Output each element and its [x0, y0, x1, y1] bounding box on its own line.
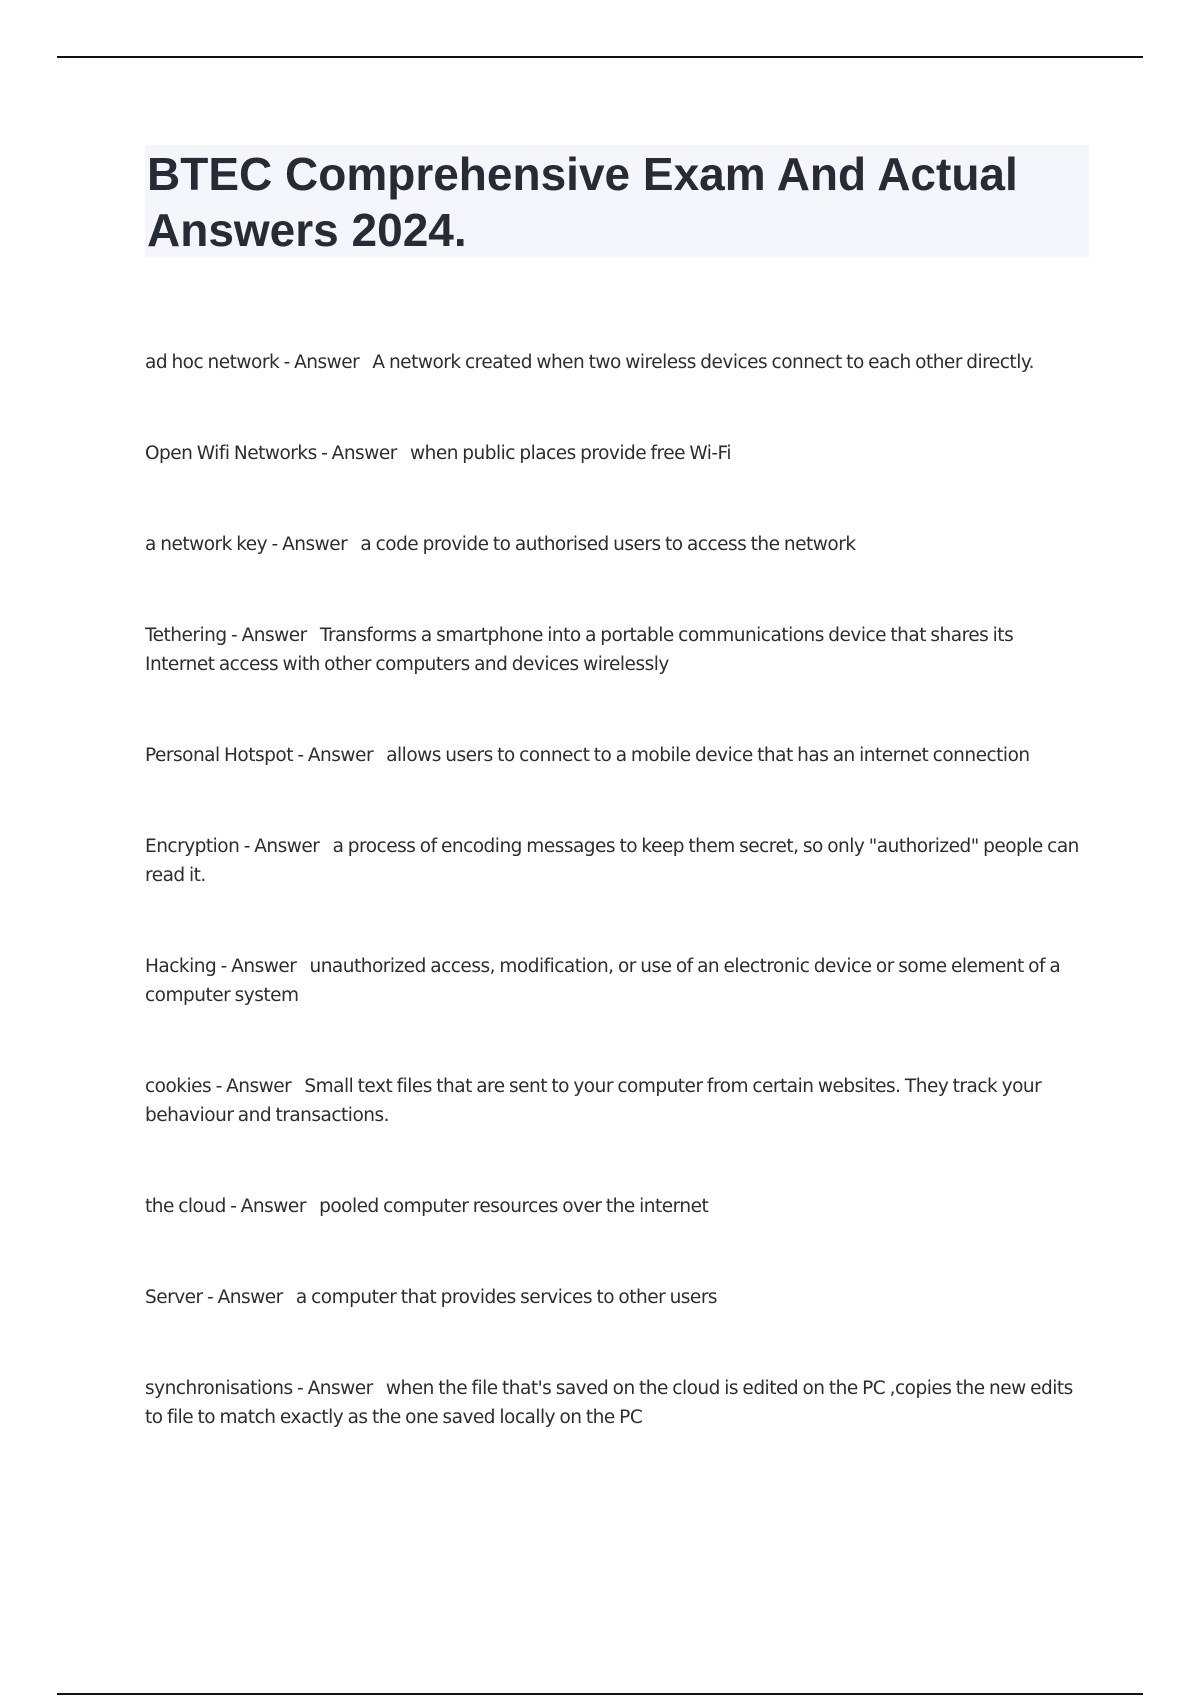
qa-answer-label: Answer	[294, 352, 360, 373]
qa-term: Open Wifi Networks	[145, 443, 317, 464]
qa-item: a network key - Answer a code provide to authorised users to access the network	[145, 534, 856, 555]
qa-item: cookies - Answer Small text files that are sent to your computer from certain websites. They track your behaviour and transactions.	[145, 1076, 1042, 1126]
qa-item: Hacking - Answer unauthorized access, modification, or use of an electronic device or some element of a computer system	[145, 956, 1061, 1006]
qa-answer-label: Answer	[231, 956, 297, 977]
qa-term: Hacking	[145, 956, 217, 977]
qa-answer-label: Answer	[331, 443, 397, 464]
qa-answer: Small text files that are sent to your computer from certain websites. They track your behaviour and transactions.	[145, 1076, 1042, 1126]
qa-answer-label: Answer	[217, 1287, 283, 1308]
qa-answer-label: Answer	[240, 1196, 306, 1217]
qa-term: a network key	[145, 534, 268, 555]
qa-answer-label: Answer	[226, 1076, 292, 1097]
qa-term: the cloud	[145, 1196, 226, 1217]
qa-list	[145, 348, 1085, 1432]
qa-item: Open Wifi Networks - Answer when public places provide free Wi-Fi	[145, 443, 731, 464]
qa-answer-label: Answer	[241, 625, 307, 646]
qa-term: ad hoc network	[145, 352, 280, 373]
qa-answer: a computer that provides services to other users	[295, 1287, 718, 1308]
qa-item: Tethering - Answer Transforms a smartphone into a portable communications device that shares its Internet access with other computers and devices wirelessly	[145, 625, 1014, 675]
qa-item: synchronisations - Answer when the file that's saved on the cloud is edited on the PC ,copies the new edits to file to match exactly as the one saved locally on the PC	[145, 1378, 1073, 1428]
qa-term: cookies	[145, 1076, 212, 1097]
qa-answer: allows users to connect to a mobile device that has an internet connection	[386, 745, 1030, 766]
qa-item: Encryption - Answer a process of encoding messages to keep them secret, so only "authorized" people can read it.	[145, 836, 1079, 886]
qa-answer-label: Answer	[282, 534, 348, 555]
qa-term: Personal Hotspot	[145, 745, 293, 766]
qa-item: Personal Hotspot - Answer allows users to connect to a mobile device that has an internet connection	[145, 745, 1030, 766]
qa-term: Tethering	[145, 625, 227, 646]
qa-answer: unauthorized access, modification, or use of an electronic device or some element of a computer system	[145, 956, 1061, 1006]
qa-answer-label: Answer	[254, 836, 320, 857]
bottom-rule	[57, 1693, 1143, 1695]
qa-answer-label: Answer	[307, 745, 374, 766]
qa-answer: a process of encoding messages to keep them secret, so only "authorized" people can read it.	[145, 836, 1079, 886]
qa-answer: A network created when two wireless devices connect to each other directly.	[372, 352, 1035, 373]
qa-answer: Transforms a smartphone into a portable communications device that shares its Internet access with other computers and devices wirelessly	[145, 625, 1014, 675]
qa-term: Server	[145, 1287, 203, 1308]
qa-item: ad hoc network - Answer A network created when two wireless devices connect to each other directly.	[145, 352, 1035, 373]
qa-answer-label: Answer	[307, 1378, 373, 1399]
document-title: BTEC Comprehensive Exam And Actual Answers 2024.	[147, 148, 1018, 256]
qa-answer: when public places provide free Wi-Fi	[409, 443, 731, 464]
top-rule	[57, 56, 1143, 58]
title-block	[145, 145, 1089, 257]
qa-term: synchronisations	[145, 1378, 293, 1399]
qa-answer: pooled computer resources over the internet	[319, 1196, 709, 1217]
qa-item: Server - Answer a computer that provides services to other users	[145, 1287, 718, 1308]
qa-term: Encryption	[145, 836, 240, 857]
qa-answer: when the file that's saved on the cloud is edited on the PC ,copies the new edits to file to match exactly as the one saved locally on the PC	[145, 1378, 1073, 1428]
qa-answer: a code provide to authorised users to access the network	[360, 534, 856, 555]
qa-item: the cloud - Answer pooled computer resources over the internet	[145, 1196, 709, 1217]
